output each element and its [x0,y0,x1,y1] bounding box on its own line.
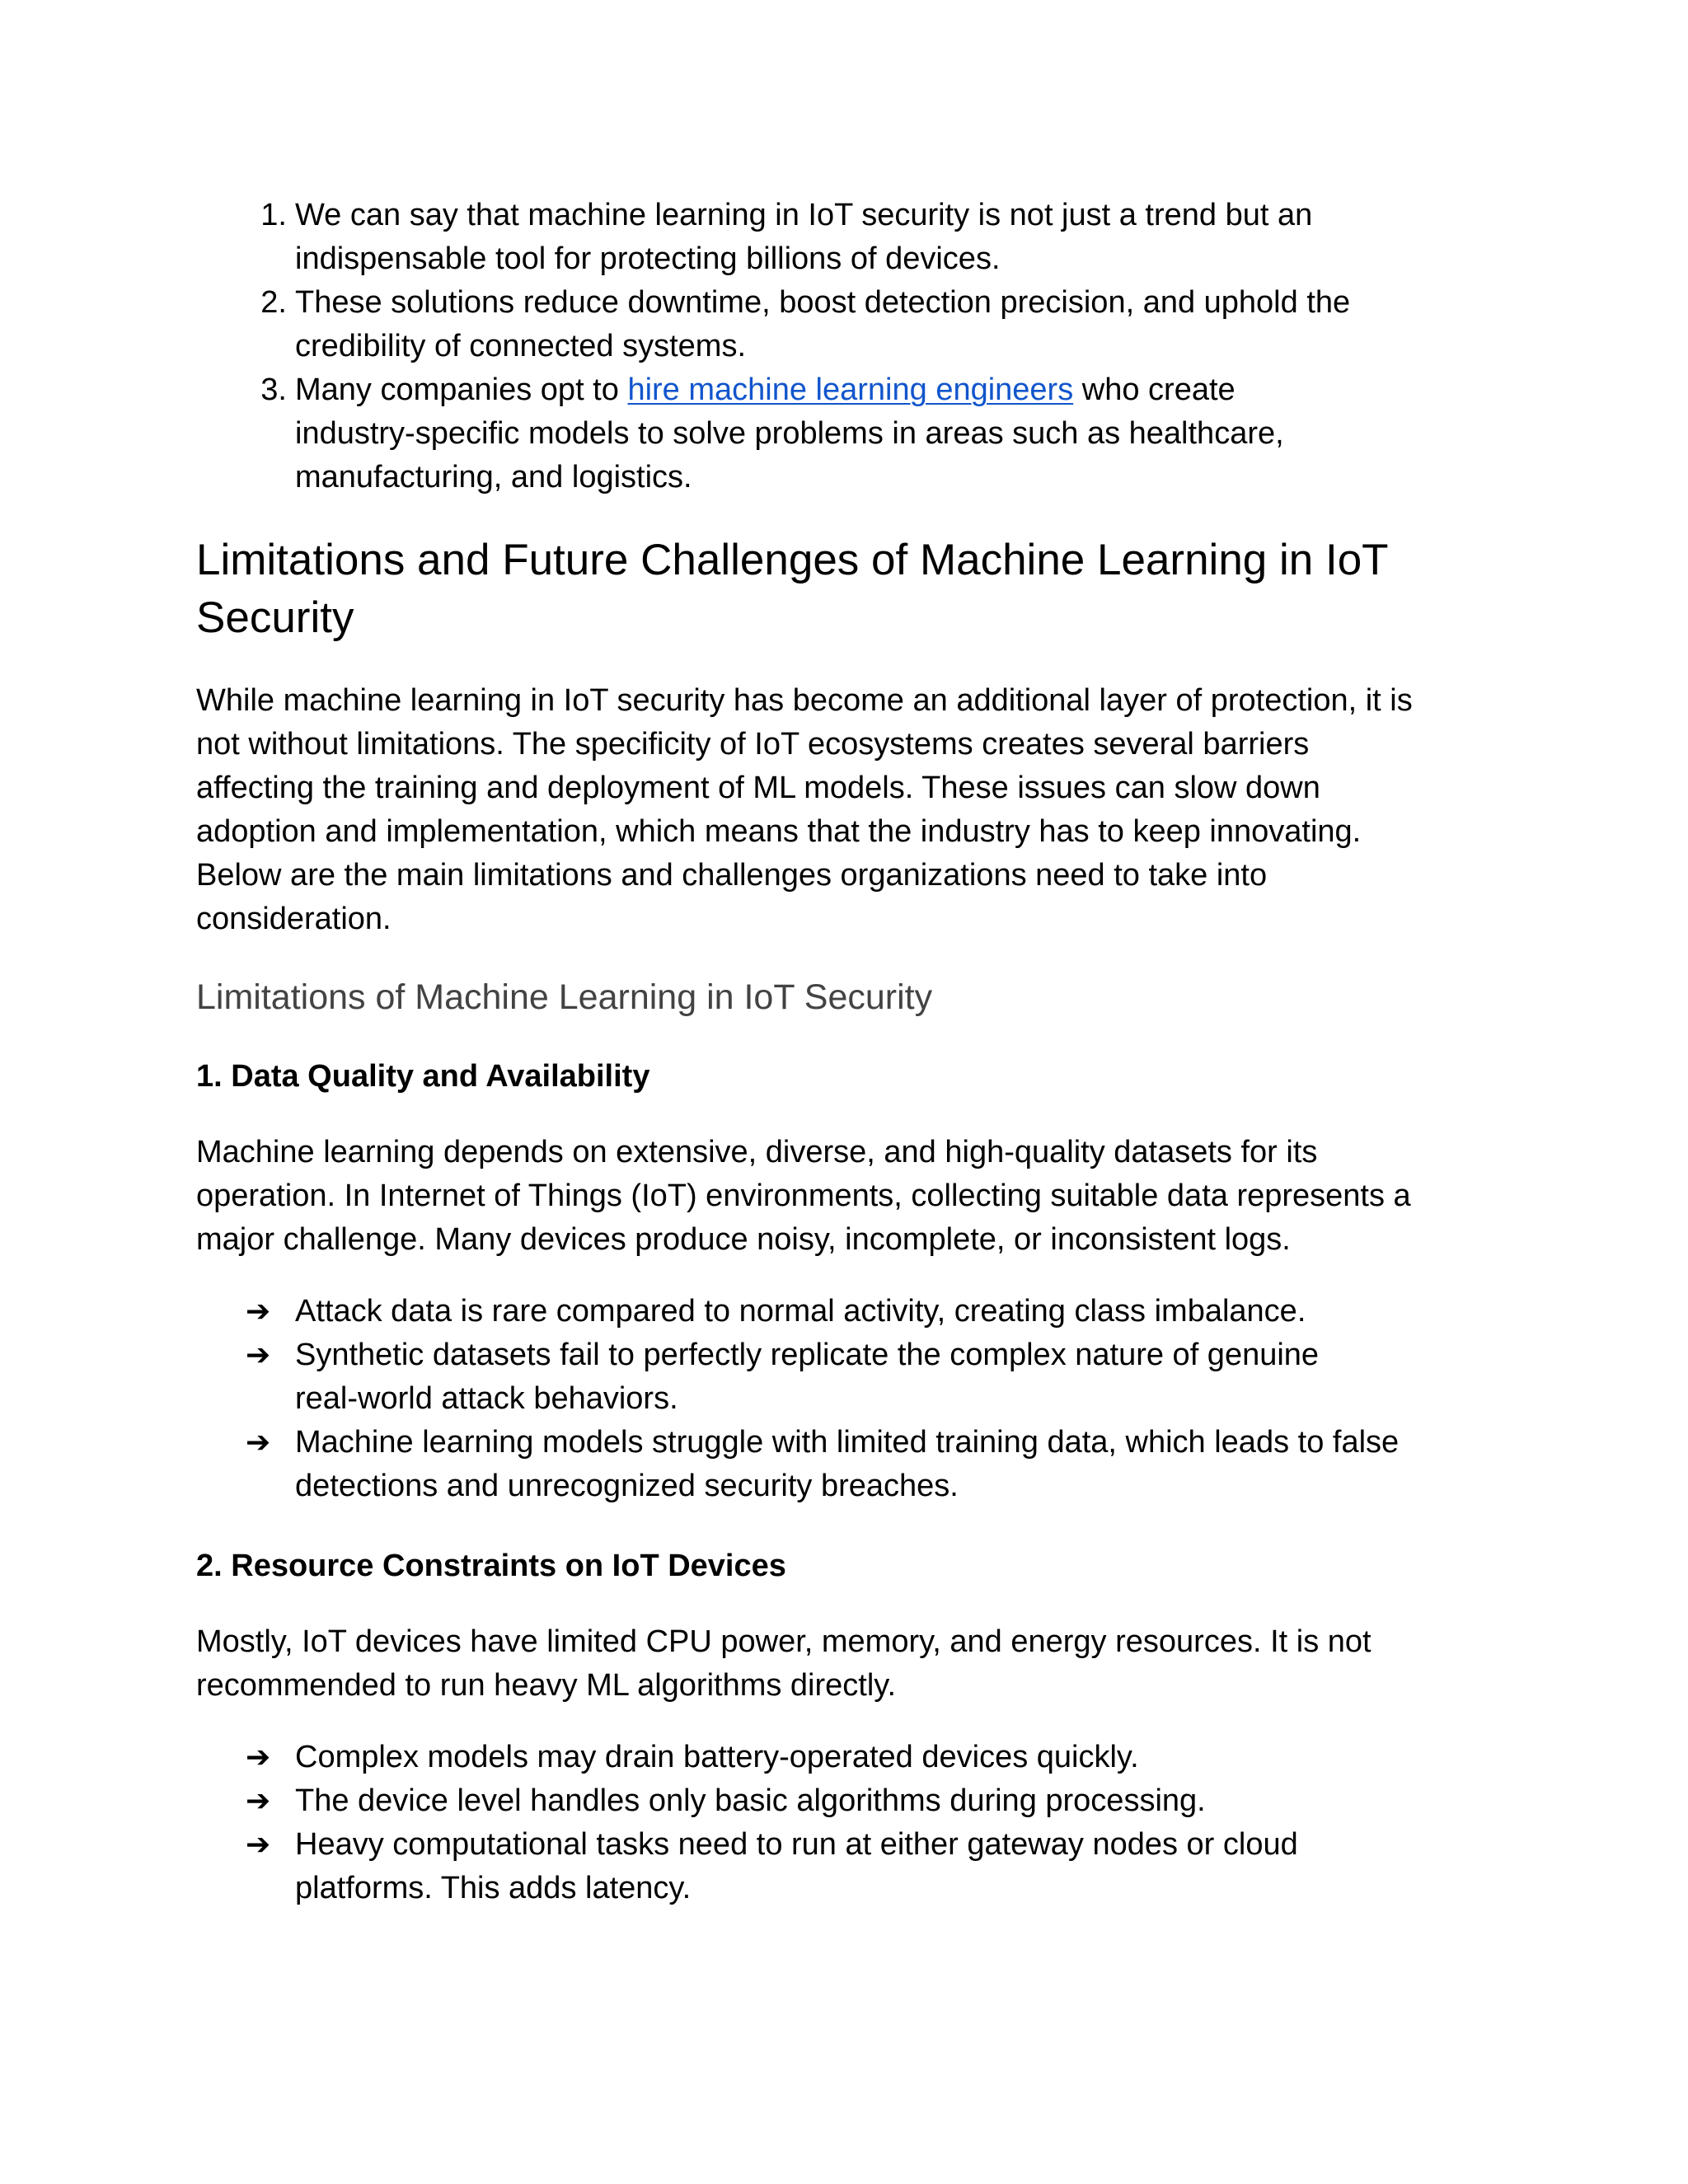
section-1-title: 1. Data Quality and Availability [196,1059,650,1094]
list-item-text: who create [1073,373,1236,407]
list-item-text: Many companies opt to [295,373,628,407]
paragraph-line: recommended to run heavy ML algorithms directly. [196,1668,897,1703]
paragraph-line: not without limitations. The specificity of IoT ecosystems creates several barriers [196,727,1310,762]
list-number: 3. [260,373,287,407]
bullet-item [246,1823,1482,1914]
bullet-line: detections and unrecognized security breaches. [295,1469,959,1503]
numbered-list-item-2 [246,281,1482,372]
bullet-line: Machine learning models struggle with limited training data, which leads to false [295,1425,1400,1460]
bullet-line: The device level handles only basic algorithms during processing. [295,1783,1206,1818]
subheading: Limitations of Machine Learning in IoT Security [196,977,933,1017]
numbered-list-item-3 [246,368,1482,500]
bullet-line: real-world attack behaviors. [295,1381,678,1416]
arrow-bullet-icon: ➔ [246,1741,271,1774]
list-item-line: We can say that machine learning in IoT security is not just a trend but an [295,198,1313,232]
hire-ml-engineers-link[interactable]: hire machine learning engineers [627,373,1074,407]
paragraph-line: While machine learning in IoT security has become an additional layer of protection, it is [196,683,1413,718]
paragraph-line: Machine learning depends on extensive, diverse, and high-quality datasets for its [196,1135,1318,1169]
heading-line: Security [196,593,354,642]
list-number: 2. [260,285,287,320]
paragraph-line: Mostly, IoT devices have limited CPU power, memory, and energy resources. It is not [196,1624,1372,1659]
paragraph-line: Below are the main limitations and challenges organizations need to take into [196,858,1268,893]
arrow-bullet-icon: ➔ [246,1338,271,1372]
paragraph-line: affecting the training and deployment of ML models. These issues can slow down [196,771,1320,805]
list-item-line: credibility of connected systems. [295,329,747,363]
paragraph-line: operation. In Internet of Things (IoT) environments, collecting suitable data represents a [196,1179,1411,1213]
section-heading [196,532,1531,647]
list-item-line: industry-specific models to solve problems in areas such as healthcare, [295,416,1284,451]
list-item-line [295,368,1284,412]
list-item-line: manufacturing, and logistics. [295,460,692,494]
paragraph-line: consideration. [196,902,392,936]
bullet-item [246,1779,1482,1825]
numbered-list-item-1 [246,194,1482,284]
bullet-item [246,1333,1482,1424]
bullet-line: Attack data is rare compared to normal activity, creating class imbalance. [295,1294,1306,1329]
intro-paragraph [196,679,1531,941]
arrow-bullet-icon: ➔ [246,1828,271,1862]
list-number: 1. [260,198,287,232]
bullet-item [246,1736,1482,1782]
arrow-bullet-icon: ➔ [246,1295,271,1329]
section-2-paragraph [196,1620,1531,1708]
bullet-line: Complex models may drain battery-operated devices quickly. [295,1740,1139,1774]
arrow-bullet-icon: ➔ [246,1784,271,1818]
heading-line: Limitations and Future Challenges of Machine Learning in IoT [196,536,1389,584]
bullet-line: Heavy computational tasks need to run at either gateway nodes or cloud [295,1827,1298,1862]
bullet-item [246,1290,1482,1336]
list-item-line: indispensable tool for protecting billions of devices. [295,241,1001,276]
paragraph-line: major challenge. Many devices produce noisy, incomplete, or inconsistent logs. [196,1222,1291,1257]
section-2-title: 2. Resource Constraints on IoT Devices [196,1549,786,1583]
section-1-paragraph [196,1131,1531,1262]
bullet-line: platforms. This adds latency. [295,1871,692,1905]
arrow-bullet-icon: ➔ [246,1426,271,1460]
bullet-item [246,1421,1482,1511]
list-item-line: These solutions reduce downtime, boost detection precision, and uphold the [295,285,1351,320]
paragraph-line: adoption and implementation, which means that the industry has to keep innovating. [196,814,1362,849]
bullet-line: Synthetic datasets fail to perfectly replicate the complex nature of genuine [295,1338,1320,1372]
